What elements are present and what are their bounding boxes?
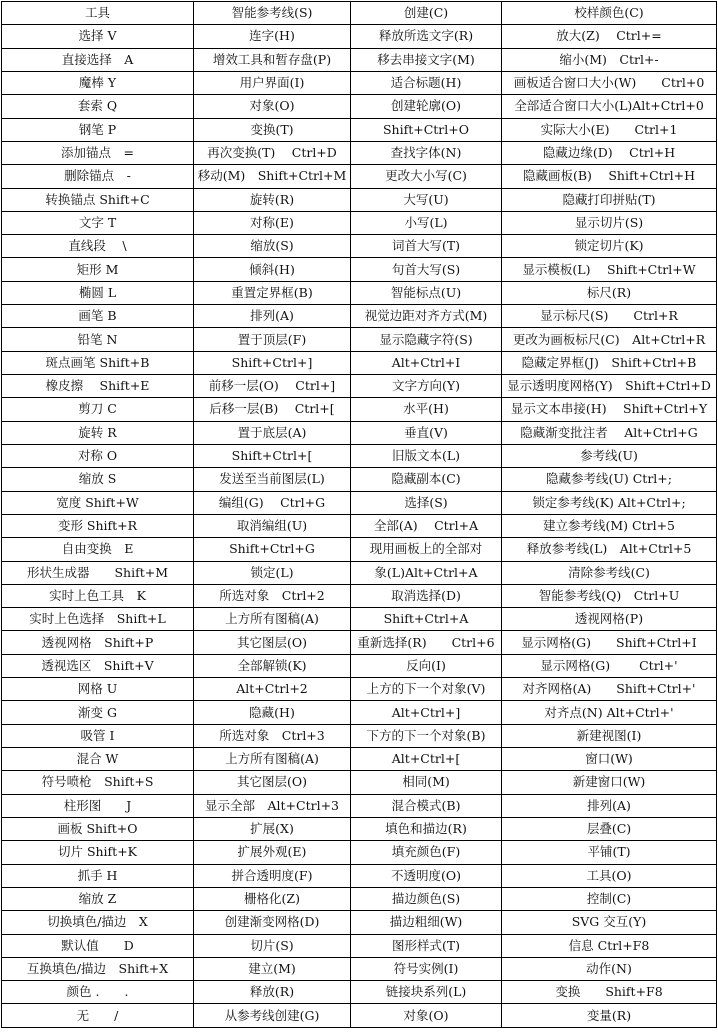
- table-cell-view-menu: 显示文本串接(H) Shift+Ctrl+Y: [502, 398, 717, 421]
- table-cell-tool: 吸管 I: [2, 724, 194, 747]
- table-cell-view-menu: 排列(A): [502, 794, 717, 817]
- table-cell-view-menu: 放大(Z) Ctrl+=: [502, 25, 717, 48]
- table-cell-text-menu: 不透明度(O): [351, 864, 502, 887]
- table-cell-view-menu: 更改为画板标尺(C) Alt+Ctrl+R: [502, 328, 717, 351]
- table-cell-text-menu: 释放所选文字(R): [351, 25, 502, 48]
- table-cell-object-menu: 移动(M) Shift+Ctrl+M: [194, 165, 351, 188]
- table-row: [2, 398, 717, 421]
- table-cell-object-menu: 对称(E): [194, 211, 351, 234]
- table-cell-text-menu: 现用画板上的全部对: [351, 538, 502, 561]
- table-row: [2, 95, 717, 118]
- table-cell-view-menu: 层叠(C): [502, 817, 717, 840]
- table-cell-text-menu: Alt+Ctrl+I: [351, 351, 502, 374]
- table-row: [2, 48, 717, 71]
- table-row: [2, 165, 717, 188]
- table-cell-tool: 直线段 \: [2, 235, 194, 258]
- table-cell-text-menu: 水平(H): [351, 398, 502, 421]
- table-cell-view-menu: 标尺(R): [502, 281, 717, 304]
- table-cell-view-menu: 建立参考线(M) Ctrl+5: [502, 514, 717, 537]
- table-cell-view-menu: 画板适合窗口大小(W) Ctrl+0: [502, 71, 717, 94]
- table-cell-object-menu: 排列(A): [194, 305, 351, 328]
- table-row: [2, 724, 717, 747]
- table-cell-object-menu: 倾斜(H): [194, 258, 351, 281]
- table-cell-text-menu: 查找字体(N): [351, 141, 502, 164]
- table-cell-object-menu: 变换(T): [194, 118, 351, 141]
- table-cell-text-menu: 混合模式(B): [351, 794, 502, 817]
- table-cell-object-menu: 前移一层(O) Ctrl+]: [194, 375, 351, 398]
- table-cell-view-menu: 隐藏定界框(J) Shift+Ctrl+B: [502, 351, 717, 374]
- table-cell-view-menu: 隐藏打印拼贴(T): [502, 188, 717, 211]
- table-cell-view-menu: 对齐点(N) Alt+Ctrl+': [502, 701, 717, 724]
- table-cell-object-menu: 切片(S): [194, 934, 351, 957]
- table-row: [2, 2, 717, 25]
- table-cell-text-menu: 下方的下一个对象(B): [351, 724, 502, 747]
- table-row: [2, 841, 717, 864]
- table-row: [2, 584, 717, 607]
- table-cell-view-menu: 新建窗口(W): [502, 771, 717, 794]
- table-cell-tool: 文字 T: [2, 211, 194, 234]
- table-cell-view-menu: 隐藏参考线(U) Ctrl+;: [502, 468, 717, 491]
- table-cell-text-menu: Alt+Ctrl+]: [351, 701, 502, 724]
- table-cell-object-menu: 后移一层(B) Ctrl+[: [194, 398, 351, 421]
- table-cell-tool: 画笔 B: [2, 305, 194, 328]
- table-cell-view-menu: 隐藏边缘(D) Ctrl+H: [502, 141, 717, 164]
- table-row: [2, 794, 717, 817]
- table-cell-object-menu: 对象(O): [194, 95, 351, 118]
- table-cell-object-menu: 再次变换(T) Ctrl+D: [194, 141, 351, 164]
- table-cell-object-menu: 从参考线创建(G): [194, 1004, 351, 1027]
- table-cell-view-menu: 缩小(M) Ctrl+-: [502, 48, 717, 71]
- table-row: [2, 421, 717, 444]
- table-cell-tool: 抓手 H: [2, 864, 194, 887]
- table-row: [2, 281, 717, 304]
- table-row: [2, 934, 717, 957]
- table-cell-view-menu: 显示网格(G) Shift+Ctrl+I: [502, 631, 717, 654]
- table-row: [2, 631, 717, 654]
- shortcut-table-body: [2, 2, 717, 1028]
- table-cell-object-menu: 智能参考线(S): [194, 2, 351, 25]
- table-row: [2, 748, 717, 771]
- table-cell-tool: 钢笔 P: [2, 118, 194, 141]
- table-cell-view-menu: 锁定切片(K): [502, 235, 717, 258]
- table-row: [2, 957, 717, 980]
- table-cell-view-menu: 隐藏渐变批注者 Alt+Ctrl+G: [502, 421, 717, 444]
- table-cell-text-menu: 文字方向(Y): [351, 375, 502, 398]
- shortcut-table: [1, 1, 717, 1028]
- table-cell-text-menu: 填充颜色(F): [351, 841, 502, 864]
- table-row: [2, 468, 717, 491]
- table-cell-object-menu: 置于顶层(F): [194, 328, 351, 351]
- table-cell-object-menu: Shift+Ctrl+]: [194, 351, 351, 374]
- table-cell-tool: 直接选择 A: [2, 48, 194, 71]
- table-cell-text-menu: 智能标点(U): [351, 281, 502, 304]
- table-cell-view-menu: 显示透明度网格(Y) Shift+Ctrl+D: [502, 375, 717, 398]
- table-row: [2, 514, 717, 537]
- table-cell-tool: 画板 Shift+O: [2, 817, 194, 840]
- table-cell-object-menu: Alt+Ctrl+2: [194, 678, 351, 701]
- table-cell-object-menu: 用户界面(I): [194, 71, 351, 94]
- table-cell-tool: 缩放 Z: [2, 887, 194, 910]
- table-cell-tool: 转换锚点 Shift+C: [2, 188, 194, 211]
- table-row: [2, 188, 717, 211]
- table-cell-object-menu: 重置定界框(B): [194, 281, 351, 304]
- table-cell-view-menu: 对齐网格(A) Shift+Ctrl+': [502, 678, 717, 701]
- table-cell-view-menu: 显示网格(G) Ctrl+': [502, 654, 717, 677]
- table-cell-object-menu: 所选对象 Ctrl+2: [194, 584, 351, 607]
- table-cell-text-menu: 选择(S): [351, 491, 502, 514]
- table-cell-tool: 自由变换 E: [2, 538, 194, 561]
- table-cell-tool: 切片 Shift+K: [2, 841, 194, 864]
- table-cell-text-menu: 创建轮廓(O): [351, 95, 502, 118]
- table-row: [2, 678, 717, 701]
- table-cell-view-menu: 实际大小(E) Ctrl+1: [502, 118, 717, 141]
- table-cell-text-menu: 移去串接文字(M): [351, 48, 502, 71]
- table-cell-text-menu: 全部(A) Ctrl+A: [351, 514, 502, 537]
- table-cell-tool: 魔棒 Y: [2, 71, 194, 94]
- table-cell-view-menu: 控制(C): [502, 887, 717, 910]
- table-cell-object-menu: 隐藏(H): [194, 701, 351, 724]
- table-cell-text-menu: 填色和描边(R): [351, 817, 502, 840]
- table-cell-tool: 选择 V: [2, 25, 194, 48]
- table-cell-text-menu: 描边粗细(W): [351, 911, 502, 934]
- table-row: [2, 911, 717, 934]
- table-cell-text-menu: 象(L)Alt+Ctrl+A: [351, 561, 502, 584]
- table-cell-text-menu: 视觉边距对齐方式(M): [351, 305, 502, 328]
- table-cell-text-menu: 相同(M): [351, 771, 502, 794]
- table-cell-text-menu: 词首大写(T): [351, 235, 502, 258]
- table-cell-tool: 柱形图 J: [2, 794, 194, 817]
- table-row: [2, 118, 717, 141]
- table-cell-object-menu: 编组(G) Ctrl+G: [194, 491, 351, 514]
- table-cell-object-menu: 锁定(L): [194, 561, 351, 584]
- table-cell-text-menu: 隐藏副本(C): [351, 468, 502, 491]
- table-cell-tool: 矩形 M: [2, 258, 194, 281]
- table-cell-object-menu: 释放(R): [194, 981, 351, 1004]
- table-row: [2, 71, 717, 94]
- table-cell-text-menu: 显示隐藏字符(S): [351, 328, 502, 351]
- table-cell-object-menu: 发送至当前图层(L): [194, 468, 351, 491]
- table-cell-object-menu: 显示全部 Alt+Ctrl+3: [194, 794, 351, 817]
- table-row: [2, 351, 717, 374]
- table-row: [2, 305, 717, 328]
- table-cell-tool: 形状生成器 Shift+M: [2, 561, 194, 584]
- table-cell-tool: 透视网格 Shift+P: [2, 631, 194, 654]
- table-row: [2, 211, 717, 234]
- table-cell-object-menu: 扩展外观(E): [194, 841, 351, 864]
- table-cell-object-menu: 上方所有图稿(A): [194, 608, 351, 631]
- table-cell-tool: 宽度 Shift+W: [2, 491, 194, 514]
- table-row: [2, 817, 717, 840]
- table-cell-object-menu: 取消编组(U): [194, 514, 351, 537]
- table-cell-text-menu: 更改大小写(C): [351, 165, 502, 188]
- table-row: [2, 887, 717, 910]
- table-cell-text-menu: 重新选择(R) Ctrl+6: [351, 631, 502, 654]
- table-cell-view-menu: 信息 Ctrl+F8: [502, 934, 717, 957]
- table-cell-tool: 剪刀 C: [2, 398, 194, 421]
- table-cell-tool: 切换填色/描边 X: [2, 911, 194, 934]
- table-cell-text-menu: 句首大写(S): [351, 258, 502, 281]
- table-cell-text-menu: 创建(C): [351, 2, 502, 25]
- table-cell-text-menu: Alt+Ctrl+[: [351, 748, 502, 771]
- table-cell-tool: 添加锚点 =: [2, 141, 194, 164]
- table-cell-object-menu: 所选对象 Ctrl+3: [194, 724, 351, 747]
- table-cell-tool: 缩放 S: [2, 468, 194, 491]
- table-cell-view-menu: 校样颜色(C): [502, 2, 717, 25]
- table-cell-tool: 工具: [2, 2, 194, 25]
- table-cell-object-menu: 建立(M): [194, 957, 351, 980]
- table-row: [2, 491, 717, 514]
- table-row: [2, 444, 717, 467]
- table-cell-view-menu: 透视网格(P): [502, 608, 717, 631]
- table-cell-view-menu: 全部适合窗口大小(L)Alt+Ctrl+0: [502, 95, 717, 118]
- table-cell-view-menu: 显示模板(L) Shift+Ctrl+W: [502, 258, 717, 281]
- table-row: [2, 1004, 717, 1027]
- table-cell-tool: 渐变 G: [2, 701, 194, 724]
- table-cell-view-menu: 隐藏画板(B) Shift+Ctrl+H: [502, 165, 717, 188]
- table-row: [2, 141, 717, 164]
- table-row: [2, 608, 717, 631]
- table-row: [2, 981, 717, 1004]
- table-cell-tool: 符号喷枪 Shift+S: [2, 771, 194, 794]
- table-cell-text-menu: 符号实例(I): [351, 957, 502, 980]
- table-cell-tool: 混合 W: [2, 748, 194, 771]
- table-cell-text-menu: 对象(O): [351, 1004, 502, 1027]
- table-cell-object-menu: 扩展(X): [194, 817, 351, 840]
- table-cell-object-menu: 栅格化(Z): [194, 887, 351, 910]
- table-cell-tool: 颜色 . .: [2, 981, 194, 1004]
- table-cell-text-menu: 上方的下一个对象(V): [351, 678, 502, 701]
- table-cell-text-menu: Shift+Ctrl+O: [351, 118, 502, 141]
- table-row: [2, 561, 717, 584]
- table-cell-text-menu: 描边颜色(S): [351, 887, 502, 910]
- table-cell-tool: 对称 O: [2, 444, 194, 467]
- table-cell-view-menu: 锁定参考线(K) Alt+Ctrl+;: [502, 491, 717, 514]
- table-cell-view-menu: 智能参考线(Q) Ctrl+U: [502, 584, 717, 607]
- table-cell-tool: 套索 Q: [2, 95, 194, 118]
- table-cell-tool: 斑点画笔 Shift+B: [2, 351, 194, 374]
- table-cell-tool: 椭圆 L: [2, 281, 194, 304]
- table-cell-tool: 变形 Shift+R: [2, 514, 194, 537]
- table-cell-view-menu: 窗口(W): [502, 748, 717, 771]
- table-cell-view-menu: 参考线(U): [502, 444, 717, 467]
- table-cell-object-menu: 其它图层(O): [194, 771, 351, 794]
- table-cell-object-menu: 连字(H): [194, 25, 351, 48]
- table-cell-object-menu: 增效工具和暂存盘(P): [194, 48, 351, 71]
- table-cell-tool: 铅笔 N: [2, 328, 194, 351]
- table-row: [2, 864, 717, 887]
- table-cell-view-menu: 释放参考线(L) Alt+Ctrl+5: [502, 538, 717, 561]
- table-cell-tool: 删除锚点 -: [2, 165, 194, 188]
- table-cell-view-menu: 显示标尺(S) Ctrl+R: [502, 305, 717, 328]
- table-cell-tool: 网格 U: [2, 678, 194, 701]
- table-row: [2, 701, 717, 724]
- table-cell-view-menu: 平铺(T): [502, 841, 717, 864]
- table-cell-tool: 旋转 R: [2, 421, 194, 444]
- table-cell-object-menu: 全部解锁(K): [194, 654, 351, 677]
- table-cell-object-menu: Shift+Ctrl+[: [194, 444, 351, 467]
- table-cell-tool: 实时上色选择 Shift+L: [2, 608, 194, 631]
- table-cell-object-menu: 旋转(R): [194, 188, 351, 211]
- table-cell-view-menu: SVG 交互(Y): [502, 911, 717, 934]
- table-cell-tool: 默认值 D: [2, 934, 194, 957]
- table-cell-text-menu: 反向(I): [351, 654, 502, 677]
- table-cell-text-menu: 小写(L): [351, 211, 502, 234]
- table-cell-view-menu: 变量(R): [502, 1004, 717, 1027]
- table-cell-text-menu: 垂直(V): [351, 421, 502, 444]
- table-row: [2, 25, 717, 48]
- table-cell-tool: 橡皮擦 Shift+E: [2, 375, 194, 398]
- table-cell-text-menu: 大写(U): [351, 188, 502, 211]
- table-row: [2, 375, 717, 398]
- table-cell-text-menu: 适合标题(H): [351, 71, 502, 94]
- table-cell-text-menu: 旧版文本(L): [351, 444, 502, 467]
- table-cell-tool: 互换填色/描边 Shift+X: [2, 957, 194, 980]
- table-row: [2, 771, 717, 794]
- table-cell-object-menu: 拼合透明度(F): [194, 864, 351, 887]
- table-cell-object-menu: 缩放(S): [194, 235, 351, 258]
- table-row: [2, 235, 717, 258]
- table-row: [2, 654, 717, 677]
- table-cell-tool: 透视选区 Shift+V: [2, 654, 194, 677]
- table-cell-text-menu: 链接块系列(L): [351, 981, 502, 1004]
- table-row: [2, 258, 717, 281]
- table-cell-object-menu: Shift+Ctrl+G: [194, 538, 351, 561]
- table-cell-tool: 实时上色工具 K: [2, 584, 194, 607]
- table-row: [2, 538, 717, 561]
- table-cell-view-menu: 显示切片(S): [502, 211, 717, 234]
- table-cell-view-menu: 变换 Shift+F8: [502, 981, 717, 1004]
- table-cell-object-menu: 其它图层(O): [194, 631, 351, 654]
- table-cell-object-menu: 上方所有图稿(A): [194, 748, 351, 771]
- table-cell-view-menu: 清除参考线(C): [502, 561, 717, 584]
- table-cell-tool: 无 /: [2, 1004, 194, 1027]
- table-cell-object-menu: 置于底层(A): [194, 421, 351, 444]
- table-cell-text-menu: 取消选择(D): [351, 584, 502, 607]
- table-cell-view-menu: 工具(O): [502, 864, 717, 887]
- table-row: [2, 328, 717, 351]
- table-cell-text-menu: 图形样式(T): [351, 934, 502, 957]
- table-cell-view-menu: 新建视图(I): [502, 724, 717, 747]
- table-cell-object-menu: 创建渐变网格(D): [194, 911, 351, 934]
- table-cell-view-menu: 动作(N): [502, 957, 717, 980]
- table-cell-text-menu: Shift+Ctrl+A: [351, 608, 502, 631]
